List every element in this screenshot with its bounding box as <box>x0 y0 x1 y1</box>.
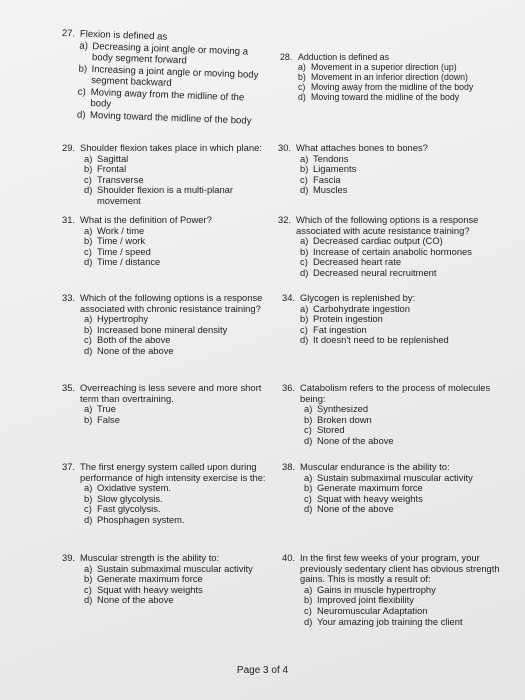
question-36 <box>282 383 510 447</box>
option-b: b) Broken down <box>304 413 372 425</box>
option-d: d) None of the above <box>304 503 394 515</box>
question-stem: The first energy system called upon during performance of high intensity exercise is the: <box>80 461 266 483</box>
question-29 <box>62 143 272 207</box>
option-c: c) Moving away from the midline of the body <box>298 82 474 92</box>
option-c: c) Decreased heart rate <box>300 256 402 268</box>
option-d: d) Phosphagen system. <box>84 513 185 525</box>
option-b: b) Slow glycolysis. <box>84 492 163 504</box>
option-a: a) Sustain submaximal muscular activity <box>304 471 473 483</box>
option-a: a) Gains in muscle hypertrophy <box>304 583 436 595</box>
option-c: c) Fast glycolysis. <box>84 503 161 515</box>
question-38 <box>282 462 510 515</box>
option-a: a) Tendons <box>300 152 349 164</box>
question-stem: What is the definition of Power? <box>80 214 212 225</box>
question-number: 37. <box>62 461 76 472</box>
question-stem: Adduction is defined as <box>298 52 389 62</box>
question-39 <box>62 553 276 606</box>
option-c: c) Transverse <box>84 173 144 185</box>
option-a: a) Sagittal <box>84 152 129 164</box>
option-d: d) None of the above <box>304 434 394 446</box>
option-c: c) Fascia <box>300 173 341 185</box>
option-c: c) Time / speed <box>84 245 151 257</box>
option-b: b) Increasing a joint angle or moving body segment backward <box>78 63 259 89</box>
option-d: d) Decreased neural recruitment <box>300 266 437 278</box>
question-number: 34. <box>282 292 296 303</box>
option-c: c) Fat ingestion <box>300 323 367 335</box>
question-number: 30. <box>278 142 292 153</box>
question-34 <box>282 293 510 346</box>
question-stem: Muscular strength is the ability to: <box>80 552 220 563</box>
option-b: b) False <box>84 413 120 425</box>
option-c: c) Stored <box>304 424 345 436</box>
option-a: a) Hypertrophy <box>84 313 149 325</box>
question-stem: What attaches bones to bones? <box>296 142 428 153</box>
question-stem: Which of the following options is a response associated with acute resistance training? <box>296 214 479 236</box>
option-d: d) Your amazing job training the client <box>304 615 463 627</box>
option-a: a) Work / time <box>84 224 145 236</box>
question-27 <box>59 28 267 127</box>
question-stem: Muscular endurance is the ability to: <box>300 461 450 472</box>
option-a: a) True <box>84 403 116 415</box>
option-a: a) Oxidative system. <box>84 482 171 494</box>
option-b: b) Generate maximum force <box>304 482 423 494</box>
question-number: 35. <box>62 382 76 393</box>
option-d: d) Moving toward the midline of the body <box>76 109 252 127</box>
question-number: 29. <box>62 142 76 153</box>
question-stem: Which of the following options is a response associated with chronic resistance training? <box>80 292 263 314</box>
option-a: a) Decreasing a joint angle or moving a body segment forward <box>79 40 249 67</box>
option-b: b) Frontal <box>84 163 127 175</box>
question-number: 38. <box>282 461 296 472</box>
question-number: 33. <box>62 292 76 303</box>
question-number: 28. <box>280 52 293 62</box>
question-30 <box>278 143 508 196</box>
option-c: c) Moving away from the midline of the body <box>77 86 245 110</box>
question-number: 40. <box>282 552 296 563</box>
question-stem: In the first few weeks of your program, your previously sedentary client has obvious strength gains. This is mostly a result of: <box>300 552 500 585</box>
question-stem: Overreaching is less severe and more short term than overtraining. <box>80 382 262 404</box>
question-40 <box>282 553 512 627</box>
option-b: b) Increased bone mineral density <box>84 323 228 335</box>
option-c: c) Both of the above <box>84 334 171 346</box>
question-35 <box>62 383 276 425</box>
question-stem: Flexion is defined as <box>79 28 168 43</box>
option-c: c) Neuromuscular Adaptation <box>304 604 428 616</box>
option-b: b) Increase of certain anabolic hormones <box>300 245 472 257</box>
question-number: 36. <box>282 382 296 393</box>
question-28 <box>280 52 508 102</box>
option-d: d) Moving toward the midline of the body <box>298 92 460 102</box>
option-a: a) Movement in a superior direction (up) <box>298 62 457 72</box>
option-b: b) Ligaments <box>300 163 357 175</box>
question-32 <box>278 215 510 279</box>
question-number: 27. <box>61 28 76 40</box>
option-b: b) Generate maximum force <box>84 573 203 585</box>
question-number: 39. <box>62 552 76 563</box>
option-d: d) Muscles <box>300 184 348 196</box>
page-number: Page 3 of 4 <box>236 665 289 676</box>
question-33 <box>62 293 276 357</box>
question-stem: Glycogen is replenished by: <box>300 292 416 303</box>
option-b: b) Improved joint flexibility <box>304 594 414 606</box>
option-c: c) Squat with heavy weights <box>84 583 203 595</box>
option-b: b) Time / work <box>84 235 146 247</box>
option-b: b) Movement in an inferior direction (down) <box>298 72 468 82</box>
option-b: b) Protein ingestion <box>300 313 383 325</box>
option-d: d) None of the above <box>84 594 174 606</box>
option-a: a) Synthesized <box>304 403 369 415</box>
question-37 <box>62 462 276 526</box>
question-31 <box>62 215 272 268</box>
option-a: a) Carbohydrate ingestion <box>300 302 410 314</box>
option-d: d) Shoulder flexion is a multi-planar movement <box>84 184 234 206</box>
option-d: d) Time / distance <box>84 256 161 268</box>
question-number: 32. <box>278 214 292 225</box>
option-d: d) None of the above <box>84 344 174 356</box>
option-a: a) Sustain submaximal muscular activity <box>84 562 253 574</box>
question-number: 31. <box>62 214 76 225</box>
option-a: a) Decreased cardiac output (CO) <box>300 235 443 247</box>
question-stem: Shoulder flexion takes place in which plane: <box>80 142 262 153</box>
option-d: d) It doesn't need to be replenished <box>300 334 449 346</box>
question-stem: Catabolism refers to the process of molecules being: <box>300 382 491 404</box>
option-c: c) Squat with heavy weights <box>304 492 423 504</box>
